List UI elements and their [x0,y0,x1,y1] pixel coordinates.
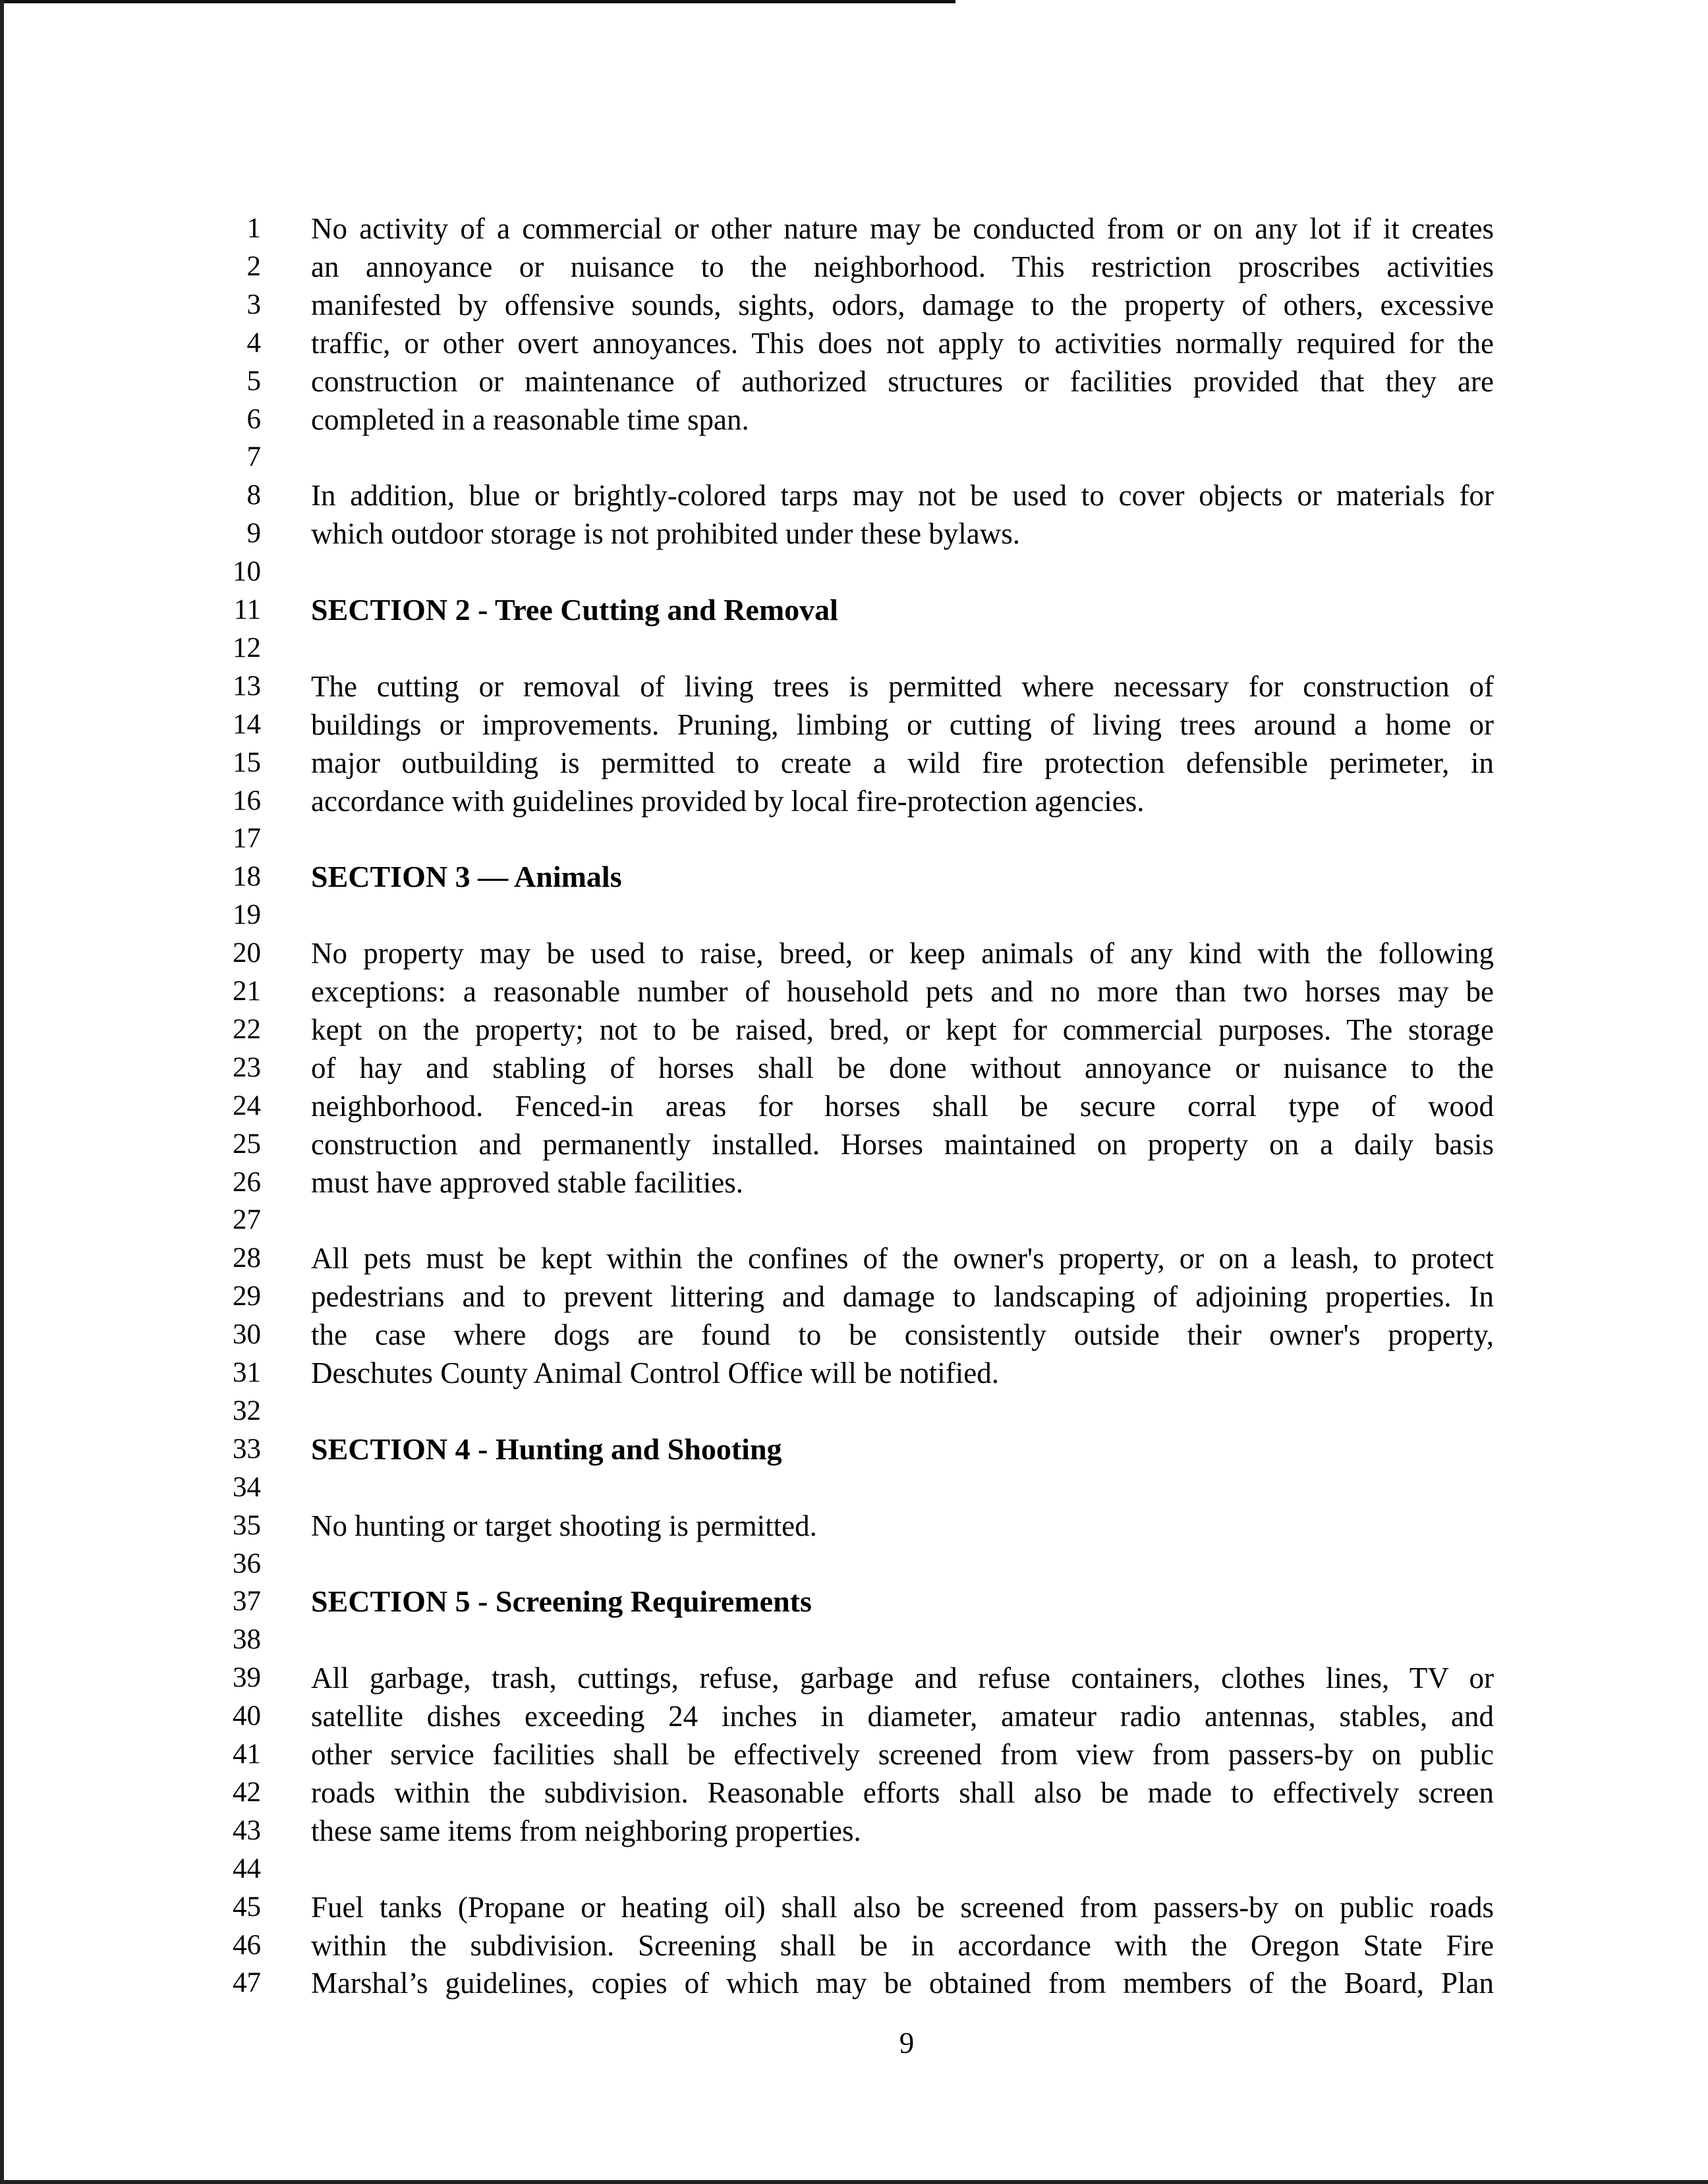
document-line [0,820,1708,858]
line-text: completed in a reasonable time span. [311,403,749,436]
line-number: 10 [233,556,261,587]
line-number: 9 [246,518,261,549]
section-heading: SECTION 3 — Animals [311,860,622,893]
document-line [0,1507,1708,1545]
line-text: within the subdivision. Screening shall be in accordance with the Oregon State Fire [311,1929,1494,1962]
line-number: 14 [233,709,261,740]
line-number: 27 [233,1204,261,1235]
document-line [0,401,1708,439]
document-line [0,1926,1708,1965]
line-text: of hay and stabling of horses shall be done without annoyance or nuisance to the [311,1051,1494,1084]
document-line [0,1964,1708,2002]
line-text: No property may be used to raise, breed, or keep animals of any kind with the following [311,937,1494,970]
line-text: Marshal’s guidelines, copies of which may be obtained from members of the Board, Plan [311,1967,1494,2000]
line-text: satellite dishes exceeding 24 inches in diameter, amateur radio antennas, stables, and [311,1700,1494,1733]
document-line [0,706,1708,744]
document-line [0,324,1708,362]
document-line [0,1277,1708,1316]
section-heading-line [0,1582,1708,1621]
document-line [0,1774,1708,1812]
document-line [0,1049,1708,1087]
line-text: The cutting or removal of living trees is permitted where necessary for construction of [311,670,1494,703]
document-line [0,1621,1708,1659]
line-number: 3 [246,289,261,320]
document-line [0,1125,1708,1163]
document-line [0,438,1708,476]
line-number: 4 [246,327,261,358]
document-line [0,1697,1708,1735]
line-text: In addition, blue or brightly-colored tarps may not be used to cover objects or materials for [311,479,1494,512]
line-number: 43 [233,1815,261,1846]
document-line [0,1812,1708,1850]
document-line [0,1201,1708,1239]
document-line [0,476,1708,515]
document-line [0,1316,1708,1354]
document-line [0,782,1708,820]
line-number: 45 [233,1891,261,1922]
document-line [0,1545,1708,1583]
line-number: 12 [233,632,261,663]
document-line [0,972,1708,1011]
line-text: No activity of a commercial or other nature may be conducted from or on any lot if it creates [311,212,1494,245]
document-line [0,1239,1708,1277]
line-text: the case where dogs are found to be consistently outside their owner's property, [311,1318,1494,1351]
document-line [0,1888,1708,1926]
line-number: 46 [233,1930,261,1961]
line-number: 5 [246,366,261,397]
line-number: 32 [233,1395,261,1426]
line-number: 28 [233,1243,261,1274]
document-line [0,629,1708,667]
line-number: 34 [233,1472,261,1503]
section-heading-line [0,1430,1708,1469]
section-heading-line [0,591,1708,629]
document-line [0,1087,1708,1125]
line-number: 23 [233,1052,261,1083]
line-text: Deschutes County Animal Control Office will be notified. [311,1357,1000,1389]
line-text: must have approved stable facilities. [311,1166,744,1199]
line-number: 42 [233,1777,261,1808]
line-text: All garbage, trash, cuttings, refuse, garbage and refuse containers, clothes lines, TV or [311,1662,1494,1694]
document-line [0,1011,1708,1049]
line-text: construction or maintenance of authorized structures or facilities provided that they are [311,365,1494,398]
document-line [0,744,1708,782]
line-number: 22 [233,1014,261,1045]
page-number: 9 [899,2027,915,2059]
line-number: 1 [246,213,261,244]
section-heading: SECTION 5 - Screening Requirements [311,1584,812,1618]
document-line [0,896,1708,934]
line-text: manifested by offensive sounds, sights, odors, damage to the property of others, excessive [311,289,1494,322]
document-line [0,1659,1708,1697]
line-text: exceptions: a reasonable number of household pets and no more than two horses may be [311,975,1494,1008]
line-number: 18 [233,861,261,892]
line-number: 17 [233,823,261,854]
line-number: 36 [233,1548,261,1579]
line-number: 47 [233,1967,261,1998]
line-number: 44 [233,1853,261,1884]
line-number: 41 [233,1739,261,1770]
document-line [0,515,1708,553]
line-number: 21 [233,976,261,1007]
line-number: 25 [233,1129,261,1160]
document-line [0,286,1708,324]
line-number: 31 [233,1357,261,1388]
line-number: 11 [233,594,261,625]
line-text: Fuel tanks (Propane or heating oil) shall also be screened from passers-by on public roads [311,1891,1494,1924]
section-heading: SECTION 4 - Hunting and Shooting [311,1432,782,1466]
section-heading-line [0,858,1708,896]
document-line [0,553,1708,591]
line-text: buildings or improvements. Pruning, limbing or cutting of living trees around a home or [311,708,1494,741]
line-text: an annoyance or nuisance to the neighborhood. This restriction proscribes activities [311,250,1494,283]
line-text: construction and permanently installed. Horses maintained on property on a daily basis [311,1128,1494,1161]
document-line [0,1392,1708,1430]
document-line [0,1469,1708,1507]
line-text: traffic, or other overt annoyances. This does not apply to activities normally required for the [311,327,1494,360]
line-text: No hunting or target shooting is permitted. [311,1509,817,1542]
document-line [0,248,1708,286]
line-text: pedestrians and to prevent littering and damage to landscaping of adjoining properties. In [311,1280,1494,1313]
line-number: 6 [246,404,261,435]
line-number: 16 [233,785,261,816]
line-number: 40 [233,1700,261,1731]
line-number: 33 [233,1434,261,1465]
line-text: kept on the property; not to be raised, bred, or kept for commercial purposes. The storage [311,1013,1494,1046]
line-number: 24 [233,1090,261,1121]
document-line [0,1163,1708,1202]
line-number: 19 [233,899,261,930]
line-number: 37 [233,1586,261,1617]
line-text: major outbuilding is permitted to create a wild fire protection defensible perimeter, in [311,746,1494,779]
line-number: 38 [233,1624,261,1655]
line-number: 8 [246,480,261,511]
line-number: 20 [233,938,261,968]
document-line [0,934,1708,972]
line-text: roads within the subdivision. Reasonable efforts shall also be made to effectively screen [311,1776,1494,1809]
line-number: 39 [233,1662,261,1693]
line-number: 29 [233,1281,261,1312]
line-number: 13 [233,671,261,702]
line-text: which outdoor storage is not prohibited under these bylaws. [311,517,1021,550]
line-number: 26 [233,1167,261,1198]
document-line [0,667,1708,706]
document-line [0,362,1708,401]
document-line [0,1850,1708,1888]
line-number: 15 [233,747,261,778]
line-number: 7 [246,441,261,472]
line-number: 2 [246,251,261,282]
line-text: other service facilities shall be effectively screened from view from passers-by on public [311,1738,1494,1771]
line-text: these same items from neighboring properties. [311,1814,861,1847]
line-number: 35 [233,1510,261,1541]
line-text: accordance with guidelines provided by local fire-protection agencies. [311,785,1145,818]
section-heading: SECTION 2 - Tree Cutting and Removal [311,593,838,627]
line-text: neighborhood. Fenced-in areas for horses shall be secure corral type of wood [311,1090,1494,1123]
document-line [0,1354,1708,1392]
document-line [0,210,1708,248]
document-line [0,1735,1708,1774]
line-number: 30 [233,1319,261,1350]
line-text: All pets must be kept within the confines of the owner's property, or on a leash, to protect [311,1242,1494,1275]
